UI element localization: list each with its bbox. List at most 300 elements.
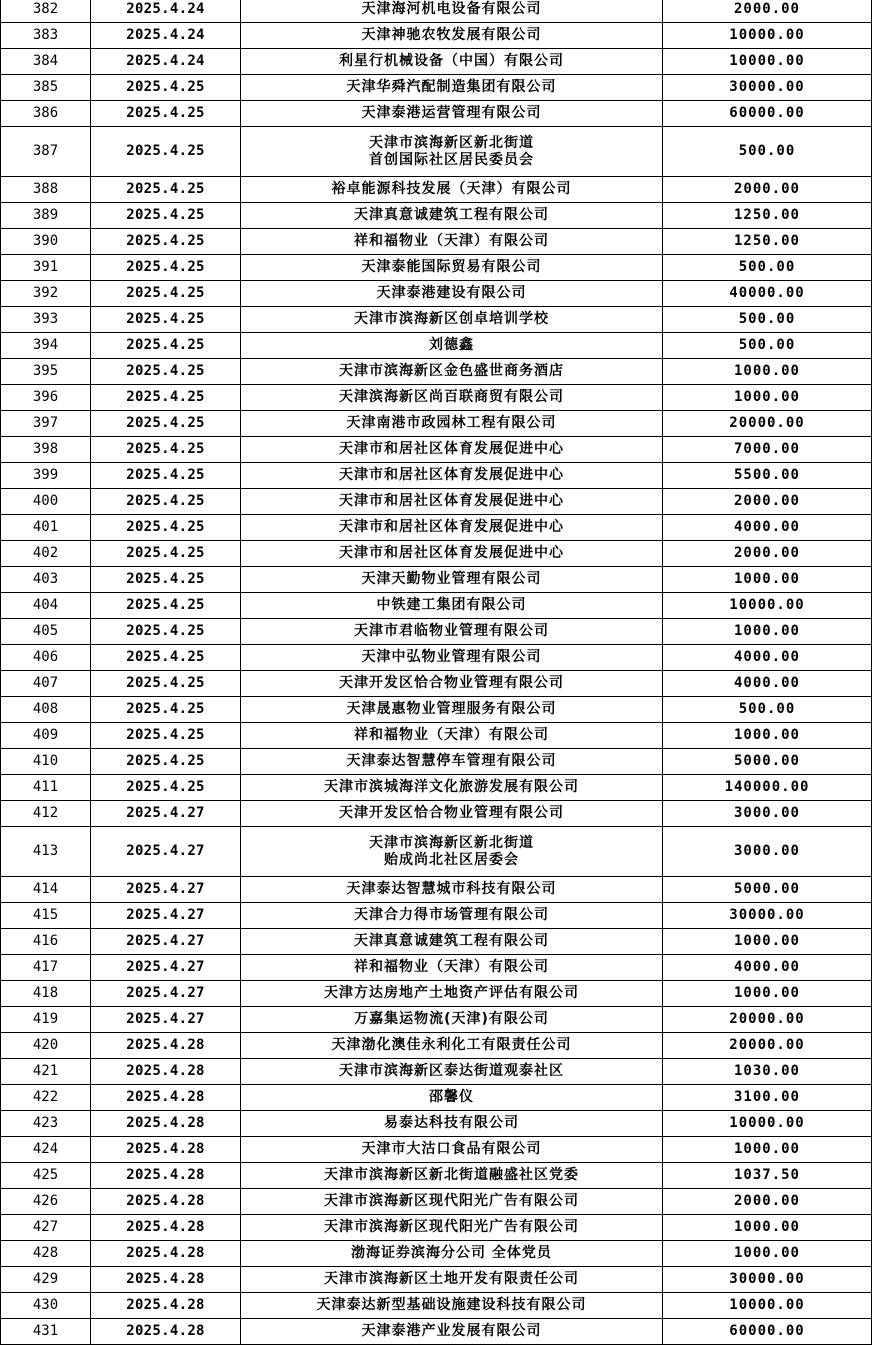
donor-name-line: 邵馨仪 bbox=[429, 1089, 474, 1105]
donation-date: 2025.4.25 bbox=[91, 127, 241, 177]
table-row bbox=[1, 333, 872, 359]
donor-name bbox=[241, 1033, 663, 1059]
row-number: 413 bbox=[1, 827, 91, 877]
donation-date: 2025.4.28 bbox=[91, 1215, 241, 1241]
donation-amount: 30000.00 bbox=[663, 903, 872, 929]
donation-date: 2025.4.24 bbox=[91, 49, 241, 75]
row-number: 392 bbox=[1, 281, 91, 307]
table-row bbox=[1, 1111, 872, 1137]
donor-name-line: 天津中弘物业管理有限公司 bbox=[361, 649, 542, 665]
donor-name bbox=[241, 411, 663, 437]
donor-name-line: 利星行机械设备（中国）有限公司 bbox=[339, 53, 564, 69]
donor-name-line: 刘德鑫 bbox=[429, 337, 474, 353]
donation-date: 2025.4.28 bbox=[91, 1319, 241, 1345]
donor-name-line: 祥和福物业（天津）有限公司 bbox=[354, 233, 549, 249]
donation-date: 2025.4.28 bbox=[91, 1293, 241, 1319]
donor-name bbox=[241, 1293, 663, 1319]
row-number: 405 bbox=[1, 619, 91, 645]
donor-name-line: 天津真意诚建筑工程有限公司 bbox=[354, 933, 549, 949]
donor-name bbox=[241, 101, 663, 127]
row-number: 410 bbox=[1, 749, 91, 775]
donation-amount: 20000.00 bbox=[663, 411, 872, 437]
table-row bbox=[1, 255, 872, 281]
donation-amount: 10000.00 bbox=[663, 1293, 872, 1319]
table-row bbox=[1, 645, 872, 671]
table-row bbox=[1, 1241, 872, 1267]
donor-name-line: 天津南港市政园林工程有限公司 bbox=[346, 415, 557, 431]
donor-name bbox=[241, 281, 663, 307]
donation-date: 2025.4.25 bbox=[91, 697, 241, 723]
table-row bbox=[1, 1033, 872, 1059]
donation-date: 2025.4.27 bbox=[91, 1007, 241, 1033]
donation-date: 2025.4.25 bbox=[91, 307, 241, 333]
donation-amount: 2000.00 bbox=[663, 541, 872, 567]
row-number: 393 bbox=[1, 307, 91, 333]
table-row bbox=[1, 1059, 872, 1085]
donation-date: 2025.4.27 bbox=[91, 827, 241, 877]
donation-amount: 1037.50 bbox=[663, 1163, 872, 1189]
donor-name bbox=[241, 307, 663, 333]
donor-name-line: 天津泰港产业发展有限公司 bbox=[361, 1323, 542, 1339]
donor-name bbox=[241, 1111, 663, 1137]
row-number: 394 bbox=[1, 333, 91, 359]
table-row bbox=[1, 1085, 872, 1111]
table-row bbox=[1, 955, 872, 981]
table-row bbox=[1, 1215, 872, 1241]
donor-name bbox=[241, 255, 663, 281]
row-number: 400 bbox=[1, 489, 91, 515]
donor-name bbox=[241, 749, 663, 775]
table-row bbox=[1, 723, 872, 749]
table-row bbox=[1, 593, 872, 619]
donor-name-line: 天津泰达智慧停车管理有限公司 bbox=[346, 753, 557, 769]
donor-name-line: 祥和福物业（天津）有限公司 bbox=[354, 727, 549, 743]
table-row bbox=[1, 541, 872, 567]
donation-date: 2025.4.28 bbox=[91, 1085, 241, 1111]
donor-name bbox=[241, 697, 663, 723]
donation-amount: 20000.00 bbox=[663, 1033, 872, 1059]
donation-date: 2025.4.25 bbox=[91, 723, 241, 749]
donation-date: 2025.4.25 bbox=[91, 177, 241, 203]
donor-name bbox=[241, 1267, 663, 1293]
donor-name-line: 贻成尚北社区居委会 bbox=[384, 851, 519, 868]
donor-name bbox=[241, 385, 663, 411]
donor-name bbox=[241, 929, 663, 955]
row-number: 396 bbox=[1, 385, 91, 411]
row-number: 404 bbox=[1, 593, 91, 619]
donor-name-line: 天津市滨海新区金色盛世商务酒店 bbox=[339, 363, 564, 379]
donor-name-line: 天津泰达新型基础设施建设科技有限公司 bbox=[316, 1297, 587, 1313]
table-row bbox=[1, 489, 872, 515]
donor-name-line: 天津市和居社区体育发展促进中心 bbox=[339, 441, 564, 457]
row-number: 414 bbox=[1, 877, 91, 903]
table-row bbox=[1, 75, 872, 101]
donor-name bbox=[241, 903, 663, 929]
donation-date: 2025.4.25 bbox=[91, 281, 241, 307]
donor-name-line: 天津市和居社区体育发展促进中心 bbox=[339, 493, 564, 509]
row-number: 415 bbox=[1, 903, 91, 929]
donation-amount: 5000.00 bbox=[663, 877, 872, 903]
donation-date: 2025.4.25 bbox=[91, 541, 241, 567]
donor-name bbox=[241, 1319, 663, 1345]
row-number: 389 bbox=[1, 203, 91, 229]
donation-amount: 1030.00 bbox=[663, 1059, 872, 1085]
donation-date: 2025.4.25 bbox=[91, 515, 241, 541]
donation-date: 2025.4.28 bbox=[91, 1033, 241, 1059]
donor-name-line: 渤海证券滨海分公司 全体党员 bbox=[351, 1245, 552, 1261]
donation-amount: 10000.00 bbox=[663, 49, 872, 75]
donation-amount: 1000.00 bbox=[663, 723, 872, 749]
donor-name bbox=[241, 775, 663, 801]
donation-amount: 5500.00 bbox=[663, 463, 872, 489]
donation-amount: 2000.00 bbox=[663, 1189, 872, 1215]
donation-amount: 1250.00 bbox=[663, 203, 872, 229]
donation-amount: 1000.00 bbox=[663, 929, 872, 955]
donor-name bbox=[241, 567, 663, 593]
donor-name bbox=[241, 1163, 663, 1189]
donor-name-line: 天津市和居社区体育发展促进中心 bbox=[339, 545, 564, 561]
donation-date: 2025.4.28 bbox=[91, 1163, 241, 1189]
donation-date: 2025.4.24 bbox=[91, 0, 241, 23]
donor-name-line: 天津市君临物业管理有限公司 bbox=[354, 623, 549, 639]
table-row bbox=[1, 203, 872, 229]
donor-name bbox=[241, 981, 663, 1007]
donation-amount: 7000.00 bbox=[663, 437, 872, 463]
donor-name-line: 天津渤化澳佳永利化工有限责任公司 bbox=[331, 1037, 572, 1053]
donor-name-line: 天津泰能国际贸易有限公司 bbox=[361, 259, 542, 275]
donor-name bbox=[241, 877, 663, 903]
donation-date: 2025.4.25 bbox=[91, 671, 241, 697]
donor-name-line: 天津市滨海新区现代阳光广告有限公司 bbox=[324, 1219, 579, 1235]
donation-date: 2025.4.25 bbox=[91, 645, 241, 671]
donor-name-line: 天津开发区恰合物业管理有限公司 bbox=[339, 805, 564, 821]
donation-date: 2025.4.25 bbox=[91, 411, 241, 437]
donation-date: 2025.4.25 bbox=[91, 567, 241, 593]
donor-name bbox=[241, 177, 663, 203]
donation-amount: 5000.00 bbox=[663, 749, 872, 775]
row-number: 409 bbox=[1, 723, 91, 749]
donor-name-line: 天津市大沽口食品有限公司 bbox=[361, 1141, 542, 1157]
table-row bbox=[1, 177, 872, 203]
donation-amount: 3000.00 bbox=[663, 827, 872, 877]
donation-date: 2025.4.24 bbox=[91, 23, 241, 49]
donation-date: 2025.4.25 bbox=[91, 203, 241, 229]
table-row bbox=[1, 411, 872, 437]
donor-name-line: 天津泰达智慧城市科技有限公司 bbox=[346, 881, 557, 897]
donation-date: 2025.4.28 bbox=[91, 1111, 241, 1137]
donor-name bbox=[241, 1007, 663, 1033]
donation-amount: 60000.00 bbox=[663, 101, 872, 127]
row-number: 387 bbox=[1, 127, 91, 177]
row-number: 422 bbox=[1, 1085, 91, 1111]
donation-amount: 3000.00 bbox=[663, 801, 872, 827]
donor-name-line: 万嘉集运物流(天津)有限公司 bbox=[354, 1011, 549, 1027]
donation-date: 2025.4.27 bbox=[91, 903, 241, 929]
donor-name-line: 天津泰港运营管理有限公司 bbox=[361, 105, 542, 121]
donation-date: 2025.4.28 bbox=[91, 1241, 241, 1267]
donation-amount: 500.00 bbox=[663, 127, 872, 177]
row-number: 398 bbox=[1, 437, 91, 463]
table-row bbox=[1, 929, 872, 955]
donor-name bbox=[241, 1085, 663, 1111]
donor-name-line: 天津市滨海新区土地开发有限责任公司 bbox=[324, 1271, 579, 1287]
donation-date: 2025.4.25 bbox=[91, 101, 241, 127]
donor-name-line: 天津晟惠物业管理服务有限公司 bbox=[346, 701, 557, 717]
donor-name bbox=[241, 1059, 663, 1085]
donation-date: 2025.4.25 bbox=[91, 749, 241, 775]
donor-name bbox=[241, 333, 663, 359]
donation-amount: 60000.00 bbox=[663, 1319, 872, 1345]
table-row bbox=[1, 801, 872, 827]
donor-name bbox=[241, 23, 663, 49]
donation-amount: 140000.00 bbox=[663, 775, 872, 801]
donor-name-line: 天津开发区恰合物业管理有限公司 bbox=[339, 675, 564, 691]
row-number: 384 bbox=[1, 49, 91, 75]
donor-name-line: 天津泰港建设有限公司 bbox=[376, 285, 527, 301]
table-row bbox=[1, 1293, 872, 1319]
row-number: 421 bbox=[1, 1059, 91, 1085]
row-number: 424 bbox=[1, 1137, 91, 1163]
donor-name bbox=[241, 1241, 663, 1267]
donation-amount: 4000.00 bbox=[663, 671, 872, 697]
table-row bbox=[1, 619, 872, 645]
table-row bbox=[1, 671, 872, 697]
donation-date: 2025.4.27 bbox=[91, 955, 241, 981]
donation-amount: 1000.00 bbox=[663, 1215, 872, 1241]
row-number: 427 bbox=[1, 1215, 91, 1241]
row-number: 416 bbox=[1, 929, 91, 955]
donation-table-body bbox=[1, 0, 872, 1345]
table-row bbox=[1, 981, 872, 1007]
donor-name bbox=[241, 75, 663, 101]
row-number: 385 bbox=[1, 75, 91, 101]
donor-name-line: 天津市和居社区体育发展促进中心 bbox=[339, 467, 564, 483]
donor-name-line: 天津市滨海新区新北街道 bbox=[369, 134, 534, 151]
row-number: 399 bbox=[1, 463, 91, 489]
donor-name-line: 天津天勤物业管理有限公司 bbox=[361, 571, 542, 587]
donor-name-line: 易泰达科技有限公司 bbox=[384, 1115, 519, 1131]
table-row bbox=[1, 877, 872, 903]
table-row bbox=[1, 697, 872, 723]
donation-amount: 1000.00 bbox=[663, 981, 872, 1007]
donation-amount: 40000.00 bbox=[663, 281, 872, 307]
donation-amount: 1250.00 bbox=[663, 229, 872, 255]
table-row bbox=[1, 127, 872, 177]
donor-name bbox=[241, 1189, 663, 1215]
row-number: 430 bbox=[1, 1293, 91, 1319]
donation-date: 2025.4.27 bbox=[91, 801, 241, 827]
row-number: 418 bbox=[1, 981, 91, 1007]
donor-name-line: 天津神驰农牧发展有限公司 bbox=[361, 27, 542, 43]
donation-date: 2025.4.25 bbox=[91, 437, 241, 463]
table-row bbox=[1, 567, 872, 593]
donation-date: 2025.4.25 bbox=[91, 255, 241, 281]
donation-date: 2025.4.25 bbox=[91, 619, 241, 645]
row-number: 388 bbox=[1, 177, 91, 203]
donor-name bbox=[241, 489, 663, 515]
donation-date: 2025.4.25 bbox=[91, 359, 241, 385]
row-number: 391 bbox=[1, 255, 91, 281]
donor-name bbox=[241, 359, 663, 385]
donation-date: 2025.4.28 bbox=[91, 1267, 241, 1293]
table-row bbox=[1, 1163, 872, 1189]
table-row bbox=[1, 437, 872, 463]
donor-name-line: 天津市滨海新区创卓培训学校 bbox=[354, 311, 549, 327]
donor-name bbox=[241, 229, 663, 255]
table-row bbox=[1, 23, 872, 49]
table-row bbox=[1, 463, 872, 489]
donation-date: 2025.4.27 bbox=[91, 981, 241, 1007]
donation-date: 2025.4.28 bbox=[91, 1137, 241, 1163]
donor-name bbox=[241, 437, 663, 463]
donation-amount: 1000.00 bbox=[663, 1241, 872, 1267]
donor-name-line: 中铁建工集团有限公司 bbox=[376, 597, 527, 613]
donor-name-line: 天津市滨海新区新北街道融盛社区党委 bbox=[324, 1167, 579, 1183]
row-number: 412 bbox=[1, 801, 91, 827]
row-number: 386 bbox=[1, 101, 91, 127]
donor-name-line: 祥和福物业（天津）有限公司 bbox=[354, 959, 549, 975]
donation-amount: 4000.00 bbox=[663, 515, 872, 541]
donation-date: 2025.4.28 bbox=[91, 1189, 241, 1215]
donor-name bbox=[241, 127, 663, 177]
table-row bbox=[1, 515, 872, 541]
donor-name bbox=[241, 645, 663, 671]
row-number: 423 bbox=[1, 1111, 91, 1137]
row-number: 403 bbox=[1, 567, 91, 593]
donation-amount: 2000.00 bbox=[663, 177, 872, 203]
donation-amount: 10000.00 bbox=[663, 593, 872, 619]
donor-name-line: 天津滨海新区尚百联商贸有限公司 bbox=[339, 389, 564, 405]
donation-date: 2025.4.27 bbox=[91, 929, 241, 955]
donation-date: 2025.4.25 bbox=[91, 333, 241, 359]
table-row bbox=[1, 903, 872, 929]
row-number: 397 bbox=[1, 411, 91, 437]
donor-name bbox=[241, 463, 663, 489]
donation-date: 2025.4.25 bbox=[91, 489, 241, 515]
donation-amount: 500.00 bbox=[663, 333, 872, 359]
row-number: 382 bbox=[1, 0, 91, 23]
donation-date: 2025.4.28 bbox=[91, 1059, 241, 1085]
donation-amount: 4000.00 bbox=[663, 645, 872, 671]
donation-amount: 500.00 bbox=[663, 697, 872, 723]
row-number: 408 bbox=[1, 697, 91, 723]
donor-name bbox=[241, 541, 663, 567]
row-number: 429 bbox=[1, 1267, 91, 1293]
donor-name bbox=[241, 515, 663, 541]
table-row bbox=[1, 0, 872, 23]
row-number: 431 bbox=[1, 1319, 91, 1345]
row-number: 417 bbox=[1, 955, 91, 981]
donation-date: 2025.4.25 bbox=[91, 385, 241, 411]
donor-name bbox=[241, 723, 663, 749]
donation-amount: 1000.00 bbox=[663, 385, 872, 411]
donor-name-line: 天津市滨海新区新北街道 bbox=[369, 834, 534, 851]
row-number: 420 bbox=[1, 1033, 91, 1059]
donation-amount: 30000.00 bbox=[663, 75, 872, 101]
donor-name bbox=[241, 593, 663, 619]
row-number: 383 bbox=[1, 23, 91, 49]
donation-date: 2025.4.25 bbox=[91, 229, 241, 255]
donor-name-line: 天津市滨城海洋文化旅游发展有限公司 bbox=[324, 779, 579, 795]
row-number: 395 bbox=[1, 359, 91, 385]
table-row bbox=[1, 1319, 872, 1345]
donation-date: 2025.4.25 bbox=[91, 775, 241, 801]
table-row bbox=[1, 749, 872, 775]
donation-amount: 2000.00 bbox=[663, 0, 872, 23]
row-number: 390 bbox=[1, 229, 91, 255]
donor-name-line: 裕卓能源科技发展（天津）有限公司 bbox=[331, 181, 572, 197]
donor-name-line: 天津市滨海新区现代阳光广告有限公司 bbox=[324, 1193, 579, 1209]
donor-name-line: 天津市滨海新区泰达街道观泰社区 bbox=[339, 1063, 564, 1079]
row-number: 407 bbox=[1, 671, 91, 697]
table-row bbox=[1, 1267, 872, 1293]
donor-name-line: 天津合力得市场管理有限公司 bbox=[354, 907, 549, 923]
row-number: 402 bbox=[1, 541, 91, 567]
row-number: 426 bbox=[1, 1189, 91, 1215]
donation-amount: 20000.00 bbox=[663, 1007, 872, 1033]
row-number: 419 bbox=[1, 1007, 91, 1033]
donation-date: 2025.4.25 bbox=[91, 75, 241, 101]
donation-amount: 1000.00 bbox=[663, 567, 872, 593]
donation-amount: 2000.00 bbox=[663, 489, 872, 515]
donation-date: 2025.4.27 bbox=[91, 877, 241, 903]
table-row bbox=[1, 1137, 872, 1163]
table-row bbox=[1, 385, 872, 411]
donor-name bbox=[241, 671, 663, 697]
donor-name bbox=[241, 203, 663, 229]
donor-name bbox=[241, 801, 663, 827]
donor-name-line: 天津市和居社区体育发展促进中心 bbox=[339, 519, 564, 535]
donation-amount: 500.00 bbox=[663, 307, 872, 333]
donor-name bbox=[241, 49, 663, 75]
table-row bbox=[1, 307, 872, 333]
table-row bbox=[1, 827, 872, 877]
row-number: 411 bbox=[1, 775, 91, 801]
donor-name-line: 首创国际社区居民委员会 bbox=[369, 151, 534, 168]
donation-amount: 3100.00 bbox=[663, 1085, 872, 1111]
row-number: 425 bbox=[1, 1163, 91, 1189]
table-row bbox=[1, 359, 872, 385]
donation-amount: 1000.00 bbox=[663, 1137, 872, 1163]
row-number: 401 bbox=[1, 515, 91, 541]
donor-name-line: 天津方达房地产土地资产评估有限公司 bbox=[324, 985, 579, 1001]
donation-amount: 4000.00 bbox=[663, 955, 872, 981]
table-row bbox=[1, 281, 872, 307]
table-row bbox=[1, 1189, 872, 1215]
donation-amount: 500.00 bbox=[663, 255, 872, 281]
table-row bbox=[1, 101, 872, 127]
row-number: 428 bbox=[1, 1241, 91, 1267]
donor-name bbox=[241, 0, 663, 23]
donor-name bbox=[241, 1215, 663, 1241]
donation-amount: 10000.00 bbox=[663, 1111, 872, 1137]
donation-amount: 1000.00 bbox=[663, 619, 872, 645]
donation-amount: 1000.00 bbox=[663, 359, 872, 385]
donation-date: 2025.4.25 bbox=[91, 463, 241, 489]
donor-name-line: 天津华舜汽配制造集团有限公司 bbox=[346, 79, 557, 95]
donor-name bbox=[241, 619, 663, 645]
donor-name bbox=[241, 827, 663, 877]
donor-name bbox=[241, 955, 663, 981]
donor-name-line: 天津海河机电设备有限公司 bbox=[361, 1, 542, 17]
donation-amount: 30000.00 bbox=[663, 1267, 872, 1293]
table-row bbox=[1, 775, 872, 801]
row-number: 406 bbox=[1, 645, 91, 671]
donor-name-line: 天津真意诚建筑工程有限公司 bbox=[354, 207, 549, 223]
donor-name bbox=[241, 1137, 663, 1163]
table-row bbox=[1, 229, 872, 255]
table-row bbox=[1, 1007, 872, 1033]
